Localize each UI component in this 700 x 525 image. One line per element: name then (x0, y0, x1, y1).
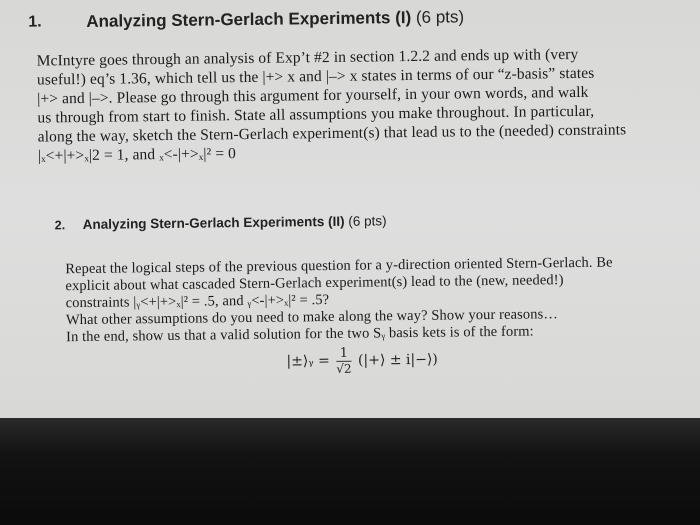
question-1-line: |ₓ<+|+>ₓ|2 = 1, and ₓ<-|+>ₓ|² = 0 (37, 145, 237, 165)
question-1-title (86, 7, 464, 32)
formula-numerator: 1 (336, 346, 351, 362)
formula-fraction (336, 346, 352, 376)
question-2-line: In the end, show us that a valid solution for the two Sᵧ basis kets is of the form: (66, 323, 534, 346)
question-1-line: along the way, sketch the Stern-Gerlach experiment(s) that lead us to the (needed) constraints (37, 121, 627, 146)
question-1-body (37, 44, 627, 165)
question-1-line: McIntyre goes through an analysis of Exp’t #2 in section 1.2.2 and ends up with (very (36, 45, 579, 70)
question-2-title (83, 213, 387, 232)
spin-y-basis-formula (286, 345, 438, 377)
question-1-line: useful!) eq’s 1.36, which tell us the |+> x and |–> x states in terms of our “z-basis” states (36, 64, 595, 89)
question-1-points: (6 pts) (415, 7, 465, 27)
question-1-line: us through from start to finish. State all assumptions you make throughout. In particular, (37, 102, 595, 127)
formula-rhs: (|+⟩ ± i|−⟩) (357, 351, 438, 369)
question-2-line: What other assumptions do you need to make along the way? Show your reasons… (65, 306, 559, 329)
question-2-body (65, 255, 613, 347)
question-1-line: |+> and |–>. Please go through this argument for yourself, in your own words, and walk (37, 83, 589, 108)
formula-denominator: √2 (336, 361, 352, 376)
formula-lhs: |±⟩ᵧ = (286, 352, 330, 370)
question-2-points: (6 pts) (348, 213, 387, 229)
question-1-number: 1. (28, 13, 42, 31)
question-1-title-text: Analyzing Stern-Gerlach Experiments (I) (86, 7, 412, 31)
question-2-line: Repeat the logical steps of the previous question for a y-direction oriented Stern-Gerlach. Be (65, 254, 613, 278)
question-2-number: 2. (54, 218, 66, 233)
question-2-line: explicit about what cascaded Stern-Gerlach experiment(s) lead to the (new, needed!) (65, 272, 564, 295)
question-2-title-text: Analyzing Stern-Gerlach Experiments (II) (82, 213, 345, 233)
monitor-bezel (0, 418, 700, 525)
question-2-line: constraints |ᵧ<+|+>ₓ|² = .5, and ᵧ<-|+>ₓ|² = .5? (65, 292, 330, 312)
